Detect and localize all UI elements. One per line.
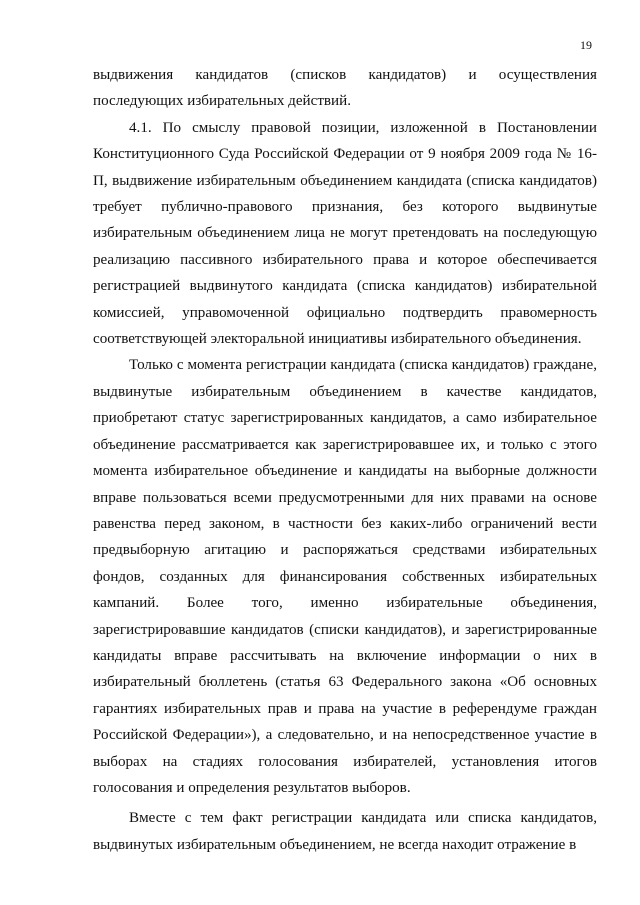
page-number: 19 xyxy=(580,38,592,52)
paragraph-section-4-1: 4.1. По смыслу правовой позиции, изложенной в Постановлении Конституционного Суда Российской Федерации от 9 ноября 2009 года № 16-П, выдвижение избирательным объединением кандидата (списка кандидатов) требует публично-правового признания, без которого выдвинутые избирательным объединением лица не могут претендовать на последующую реализацию пассивного избирательного права и которое обеспечивается регистрацией выдвинутого кандидата (списка кандидатов) избирательной комиссией, управомоченной официально подтвердить правомерность соответствующей электоральной инициативы избирательного объединения. xyxy=(93,119,597,348)
body-text xyxy=(93,62,597,858)
paragraph-registration-moment: Только с момента регистрации кандидата (списка кандидатов) граждане, выдвинутые избирательным объединением в качестве кандидатов, приобретают статус зарегистрированных кандидатов, а само избирательное объединение рассматривается как зарегистрировавшее их, и только с этого момента избирательное объединение и кандидаты на выборные должности вправе пользоваться всеми предусмотренными для них правами на основе равенства перед законом, в частности без каких-либо ограничений вести предвыборную агитацию и распоряжаться средствами избирательных фондов, созданных для финансирования собственных избирательных кампаний. Более того, именно избирательные объединения, зарегистрировавшие кандидатов (списки кандидатов), и зарегистрированные кандидаты вправе рассчитывать на включение информации о них в избирательный бюллетень (статья 63 Федерального закона «Об основных гарантиях избирательных прав и права на участие в референдуме граждан Российской Федерации»), а следовательно, и на непосредственное участие в выборах на стадиях голосования избирателей, установления итогов голосования и определения результатов выборов. xyxy=(93,357,597,796)
paragraph-continuation: выдвижения кандидатов (списков кандидатов) и осуществления последующих избирательных действий. xyxy=(93,67,597,110)
paragraph-registration-fact: Вместе с тем факт регистрации кандидата или списка кандидатов, выдвинутых избирательным объединением, не всегда находит отражение в xyxy=(93,810,597,853)
